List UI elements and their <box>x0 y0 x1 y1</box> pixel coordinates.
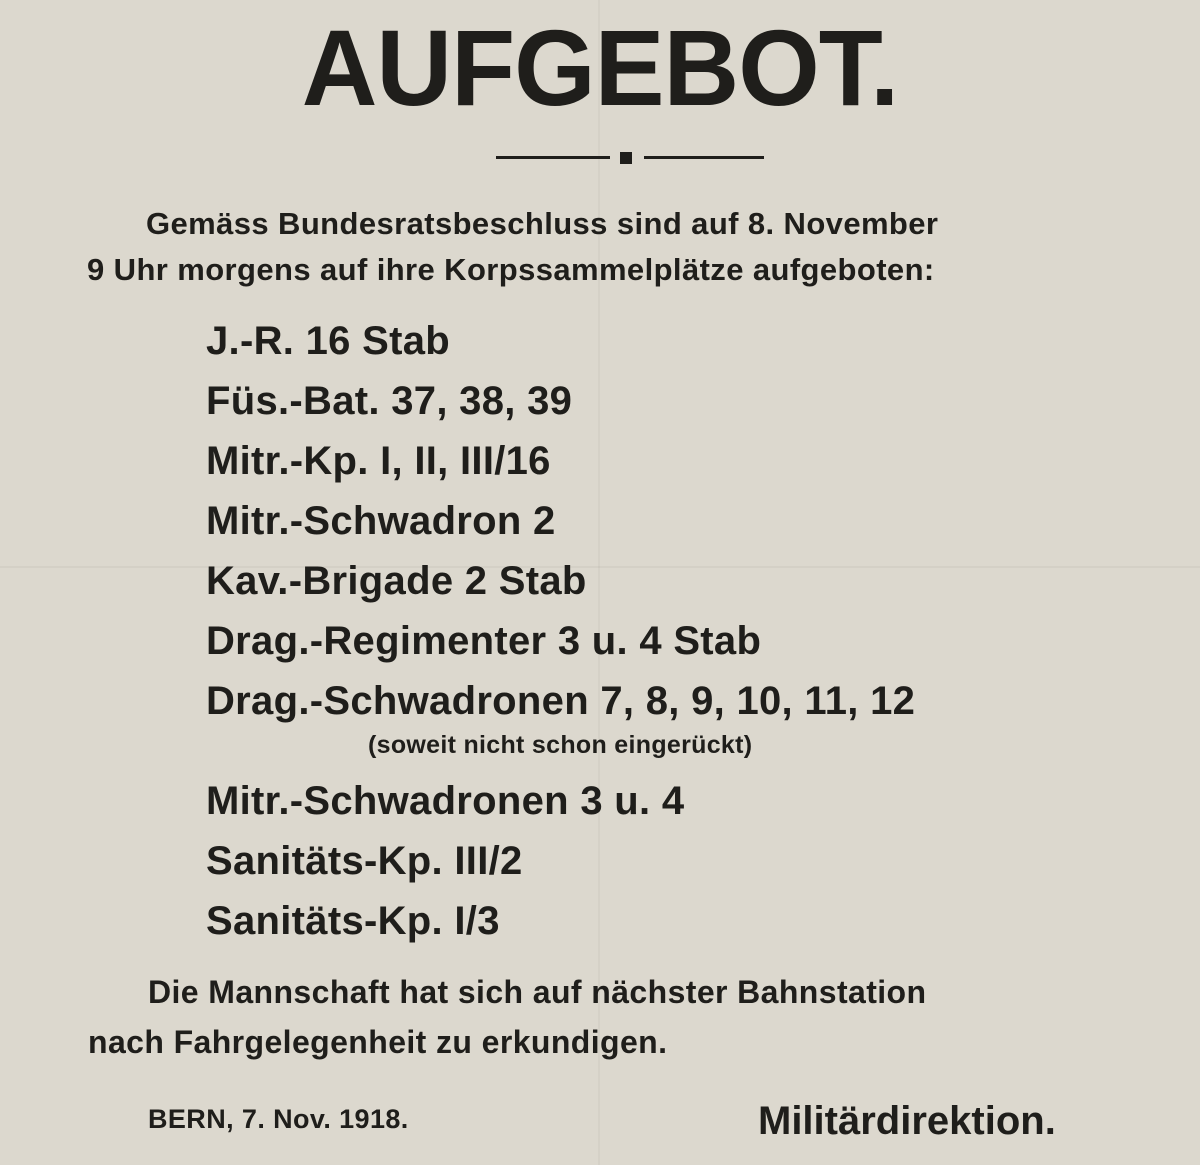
unit-item: Mitr.-Kp. I, II, III/16 <box>206 439 551 483</box>
ornamental-divider <box>496 152 766 164</box>
closing-line-2: nach Fahrgelegenheit zu erkundigen. <box>88 1024 668 1060</box>
unit-item: Füs.-Bat. 37, 38, 39 <box>206 379 573 423</box>
intro-line-2: 9 Uhr morgens auf ihre Korpssammelplätze aufgeboten: <box>87 252 935 287</box>
unit-item: J.-R. 16 Stab <box>206 319 450 363</box>
unit-item: Mitr.-Schwadronen 3 u. 4 <box>206 779 685 823</box>
poster-title: AUFGEBOT. <box>301 7 899 128</box>
intro-line-1: Gemäss Bundesratsbeschluss sind auf 8. November <box>146 206 939 241</box>
divider-line-left <box>496 156 610 159</box>
unit-item: Kav.-Brigade 2 Stab <box>206 559 587 603</box>
unit-item: Sanitäts-Kp. I/3 <box>206 899 500 943</box>
unit-item: Mitr.-Schwadron 2 <box>206 499 556 543</box>
unit-item: Sanitäts-Kp. III/2 <box>206 839 523 883</box>
signature: Militärdirektion. <box>758 1099 1056 1143</box>
divider-square <box>620 152 632 164</box>
unit-item: Drag.-Regimenter 3 u. 4 Stab <box>206 619 762 663</box>
unit-item: Drag.-Schwadronen 7, 8, 9, 10, 11, 12 <box>206 679 916 723</box>
closing-line-1: Die Mannschaft hat sich auf nächster Bahnstation <box>148 974 927 1010</box>
divider-line-right <box>644 156 764 159</box>
paper-fold-horizontal <box>0 566 1200 568</box>
place-date: BERN, 7. Nov. 1918. <box>148 1104 409 1134</box>
unit-note: (soweit nicht schon eingerückt) <box>368 731 753 759</box>
